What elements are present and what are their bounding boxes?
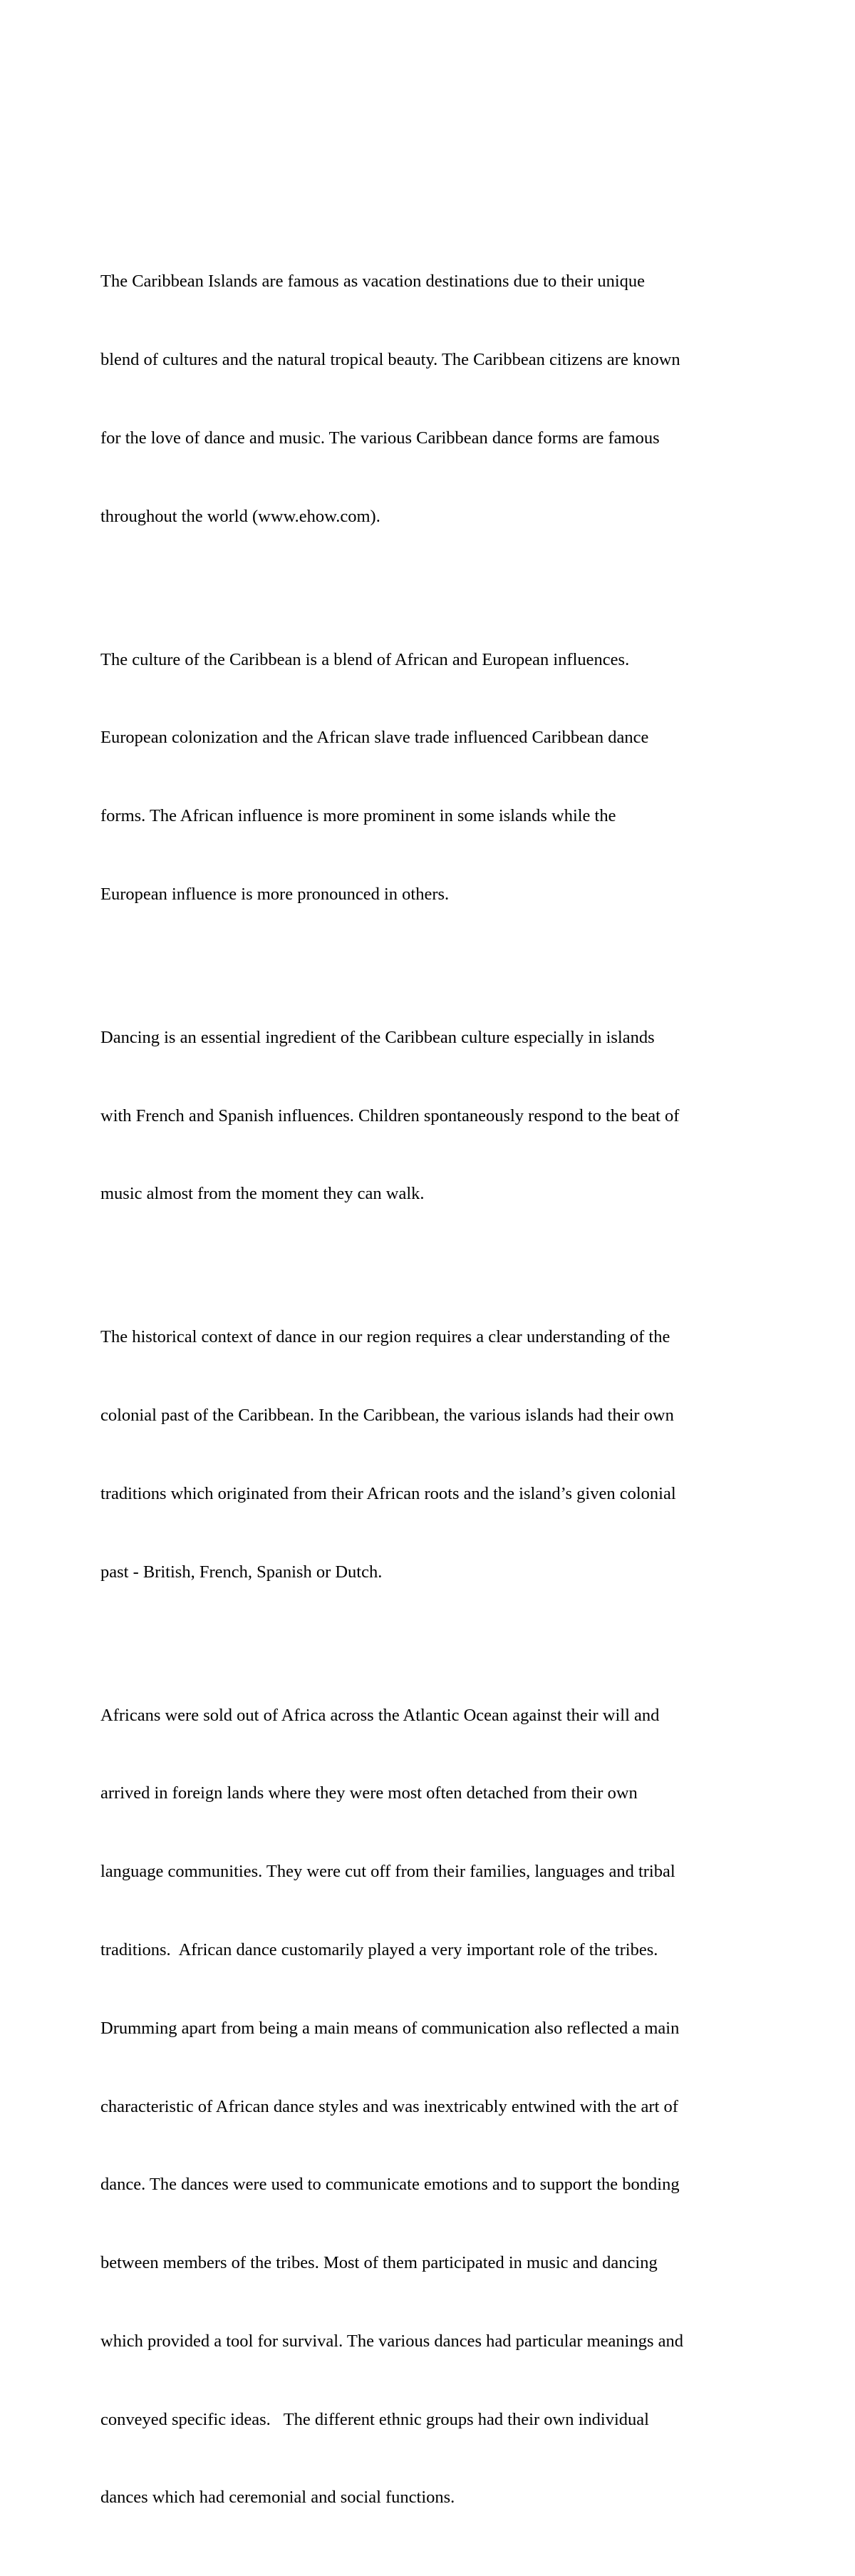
paragraph-5 [100, 1650, 763, 2563]
paragraph-line: forms. The African influence is more prominent in some islands while the [100, 806, 616, 826]
paragraph-line: European influence is more pronounced in others. [100, 884, 450, 904]
paragraph-line: Africans were sold out of Africa across the Atlantic Ocean against their will and [100, 1705, 660, 1725]
paragraph-line: The culture of the Caribbean is a blend of African and European influences. [100, 649, 630, 669]
paragraph-4 [100, 1272, 763, 1637]
document-body [100, 217, 763, 2576]
paragraph-line: music almost from the moment they can walk. [100, 1184, 425, 1204]
paragraph-line: past - British, French, Spanish or Dutch. [100, 1562, 383, 1582]
paragraph-line: conveyed specific ideas. The different ethnic groups had their own individual [100, 2409, 649, 2429]
paragraph-1 [100, 217, 763, 582]
paragraph-line: language communities. They were cut off from their families, languages and tribal [100, 1862, 675, 1882]
paragraph-line: dance. The dances were used to communicate emotions and to support the bonding [100, 2175, 680, 2195]
paragraph-line: characteristic of African dance styles and was inextricably entwined with the art of [100, 2096, 678, 2116]
paragraph-line: between members of the tribes. Most of them participated in music and dancing [100, 2253, 658, 2273]
paragraph-line: The historical context of dance in our region requires a clear understanding of the [100, 1327, 670, 1347]
paragraph-line: arrived in foreign lands where they were most often detached from their own [100, 1783, 638, 1803]
paragraph-line: Dancing is an essential ingredient of the Caribbean culture especially in islands [100, 1027, 655, 1047]
paragraph-line: The Caribbean Islands are famous as vacation destinations due to their unique [100, 272, 646, 292]
paragraph-line: traditions which originated from their African roots and the island’s given colonial [100, 1483, 676, 1503]
paragraph-line: which provided a tool for survival. The various dances had particular meanings and [100, 2331, 684, 2351]
paragraph-line: dances which had ceremonial and social functions. [100, 2488, 455, 2508]
paragraph-line: colonial past of the Caribbean. In the Caribbean, the various islands had their own [100, 1406, 674, 1426]
paragraph-line: Drumming apart from being a main means of communication also reflected a main [100, 2018, 680, 2038]
paragraph-2 [100, 594, 763, 959]
paragraph-3 [100, 973, 763, 1260]
paragraph-line: with French and Spanish influences. Children spontaneously respond to the beat of [100, 1106, 680, 1125]
paragraph-line: traditions. African dance customarily played a very important role of the tribes. [100, 1940, 658, 1959]
paragraph-line: blend of cultures and the natural tropical beauty. The Caribbean citizens are known [100, 349, 680, 369]
paragraph-line: for the love of dance and music. The various Caribbean dance forms are famous [100, 428, 660, 448]
paragraph-line: throughout the world (www.ehow.com). [100, 506, 380, 526]
paragraph-line: European colonization and the African slave trade influenced Caribbean dance [100, 728, 649, 748]
